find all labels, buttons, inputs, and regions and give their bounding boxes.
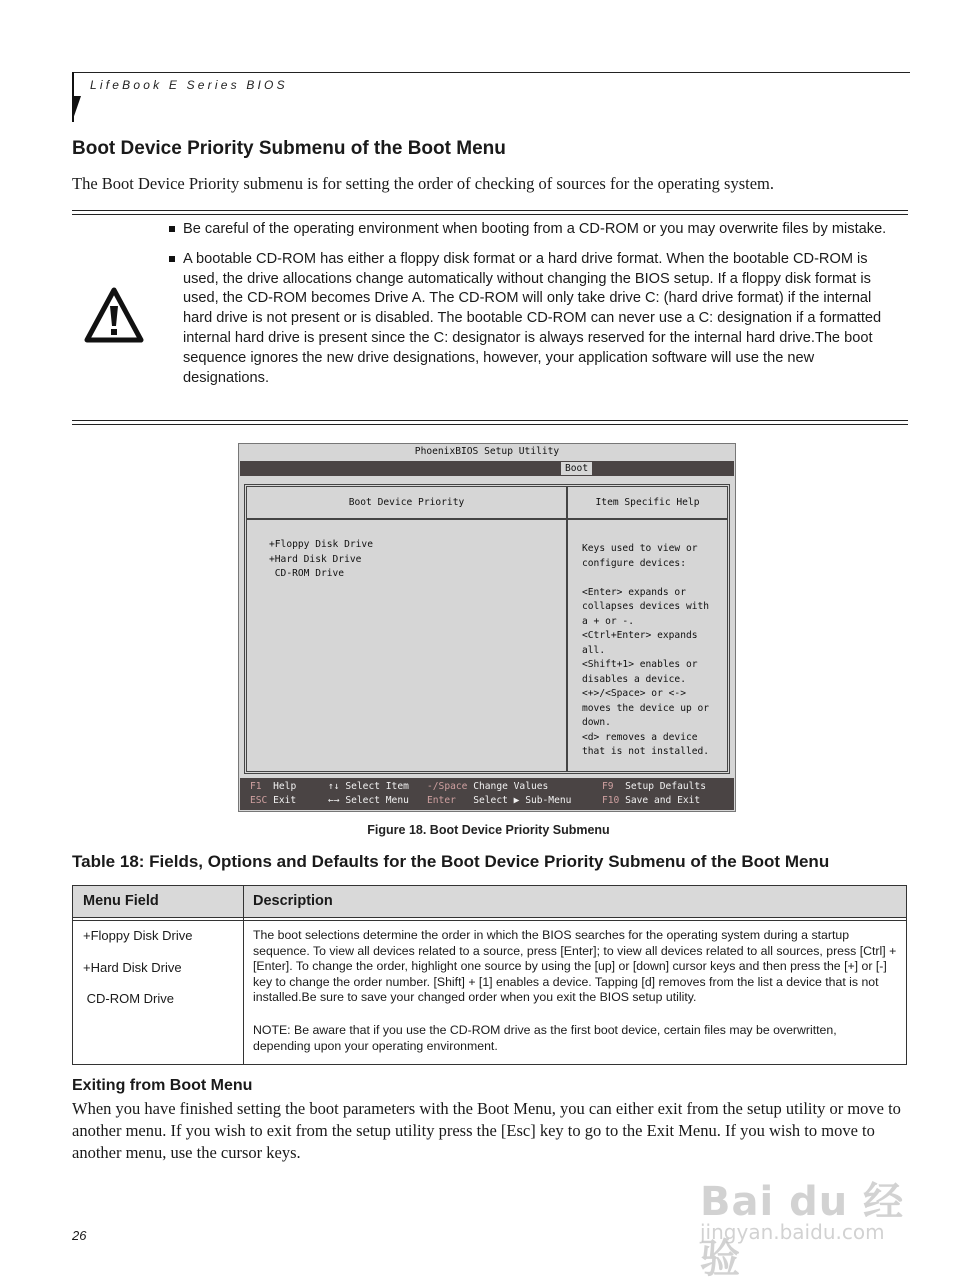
caution-list — [168, 220, 896, 398]
footer-key: F10 — [602, 795, 620, 806]
bullet-icon — [169, 226, 175, 232]
footer-key: Enter — [427, 795, 456, 806]
footer-key: F9 — [602, 781, 614, 792]
section-intro: The Boot Device Priority submenu is for setting the order of checking of sources for the operating system. — [72, 174, 774, 193]
fields-table — [72, 885, 907, 1065]
running-header: LifeBook E Series BIOS — [90, 78, 288, 92]
bios-title: PhoenixBIOS Setup Utility — [414, 446, 560, 457]
table-column-divider — [243, 886, 244, 1064]
exit-section-title: Exiting from Boot Menu — [72, 1077, 253, 1094]
footer-label: Select ▶ Sub-Menu — [473, 795, 572, 806]
footer-key: ↑↓ — [328, 781, 340, 792]
bios-tab-boot[interactable]: Boot — [561, 462, 592, 475]
watermark-logo: Bai du 经验 — [700, 1179, 905, 1282]
field-floppy: +Floppy Disk Drive — [83, 928, 193, 943]
footer-label: Select Menu — [345, 795, 409, 806]
help-header — [567, 486, 728, 519]
device-floppy[interactable]: +Floppy Disk Drive — [269, 539, 373, 550]
bios-main-frame — [244, 484, 730, 774]
page-number: 26 — [72, 1228, 87, 1243]
warning-triangle-icon — [84, 286, 144, 344]
device-cdrom[interactable]: CD-ROM Drive — [269, 568, 345, 579]
col-menu-field: Menu Field — [83, 893, 159, 909]
footer-help — [250, 780, 296, 795]
boot-priority-title: Boot Device Priority — [348, 497, 465, 508]
watermark-url: jingyan.baidu.com — [700, 1220, 885, 1244]
bios-footer — [240, 778, 734, 810]
footer-label: Save and Exit — [625, 795, 701, 806]
caution-text: A bootable CD-ROM has either a floppy disk format or a hard drive format. When the bootable CD-ROM is used, the drive allocations change automatically without changing the BIOS setup. If a floppy disk format is used, the CD-ROM becomes Drive A. The CD-ROM will only take drive C: (hard drive format) if the internal hard drive is not present or is disabled. The bootable CD-ROM can never use a C: designation if a formatted internal hard drive is present since the C: designator is always reserved for the internal hard drive.The boot sequence ignores the new drive designations, however, your application software will use the new designations. — [183, 250, 882, 386]
field-hard-disk: +Hard Disk Drive — [83, 960, 182, 975]
boot-priority-header — [246, 486, 567, 519]
caution-item — [168, 220, 896, 240]
caution-bottom-rule — [72, 420, 908, 421]
footer-label: Setup Defaults — [625, 781, 706, 792]
footer-label: Help — [273, 781, 297, 792]
exit-section-text: When you have finished setting the boot parameters with the Boot Menu, you can either exit from the setup utility or move to another menu. If you wish to exit from the setup utility press the [Esc] key to go to the Exit Menu. If you wish to move to another menu, use the cursor keys. — [72, 1099, 901, 1162]
col-description: Description — [253, 893, 333, 909]
field-cdrom: CD-ROM Drive — [83, 991, 174, 1006]
caution-top-rule-2 — [72, 214, 908, 215]
caution-item — [168, 250, 896, 389]
caution-bottom-rule-2 — [72, 424, 908, 425]
footer-key: -/Space — [427, 781, 468, 792]
section-title: Boot Device Priority Submenu of the Boot Menu — [72, 138, 506, 159]
table-header-row — [73, 886, 906, 918]
footer-select-item — [328, 780, 409, 795]
device-hard-disk[interactable]: +Hard Disk Drive — [269, 553, 362, 565]
footer-save-exit — [602, 794, 700, 809]
footer-setup-defaults — [602, 780, 706, 795]
footer-select-menu — [328, 794, 409, 809]
bios-screenshot — [238, 443, 736, 812]
table-title: Table 18: Fields, Options and Defaults for the Boot Device Priority Submenu of the Boot Menu — [72, 852, 830, 871]
header-corner-mark — [72, 96, 81, 122]
table-header-rule — [73, 920, 906, 921]
footer-change-values — [427, 780, 548, 795]
footer-sub-menu — [427, 794, 571, 809]
caution-text: Be careful of the operating environment when booting from a CD-ROM or you may overwrite files by mistake. — [183, 221, 887, 237]
caution-top-rule — [72, 210, 908, 211]
footer-label: Change Values — [473, 781, 549, 792]
boot-priority-list — [246, 519, 567, 772]
footer-label: Exit — [273, 795, 297, 806]
help-text: Keys used to view or configure devices: <Enter> expands or collapses devices with a + or -. <Ctrl+Enter> expands all. <Shift+1> enables or disables a device. <+>/<Space> or <-> moves the device up or down. <d> removes a device that is not installed. — [582, 543, 710, 757]
bios-menubar — [240, 461, 734, 476]
footer-label: Select Item — [345, 781, 409, 792]
footer-exit — [250, 794, 296, 809]
description-note: NOTE: Be aware that if you use the CD-ROM drive as the first boot device, certain files may be overwritten, depending upon your operating environment. — [253, 1023, 837, 1053]
help-title: Item Specific Help — [595, 497, 700, 508]
footer-key: ESC — [250, 795, 268, 806]
figure-caption: Figure 18. Boot Device Priority Submenu — [367, 823, 610, 837]
bullet-icon — [169, 256, 175, 262]
help-panel — [567, 519, 728, 772]
watermark — [700, 1170, 920, 1282]
description-main: The boot selections determine the order in which the BIOS searches for the operating system during a startup sequence. To view all devices related to a source, press [Enter]; to view all devices related to all sources, press [Ctrl] + [Enter]. To change the order, highlight one source by using the [up] or [down] cursor keys and then press the [+] or [-] key to change the order number. [Shift] + [1] enables a device. Tapping [d] removes from the list a device that is not installed.Be sure to save your changed order when you exit the BIOS setup utility. — [253, 928, 897, 1005]
header-rule — [72, 72, 910, 73]
footer-key: ←→ — [328, 795, 340, 806]
footer-key: F1 — [250, 781, 262, 792]
